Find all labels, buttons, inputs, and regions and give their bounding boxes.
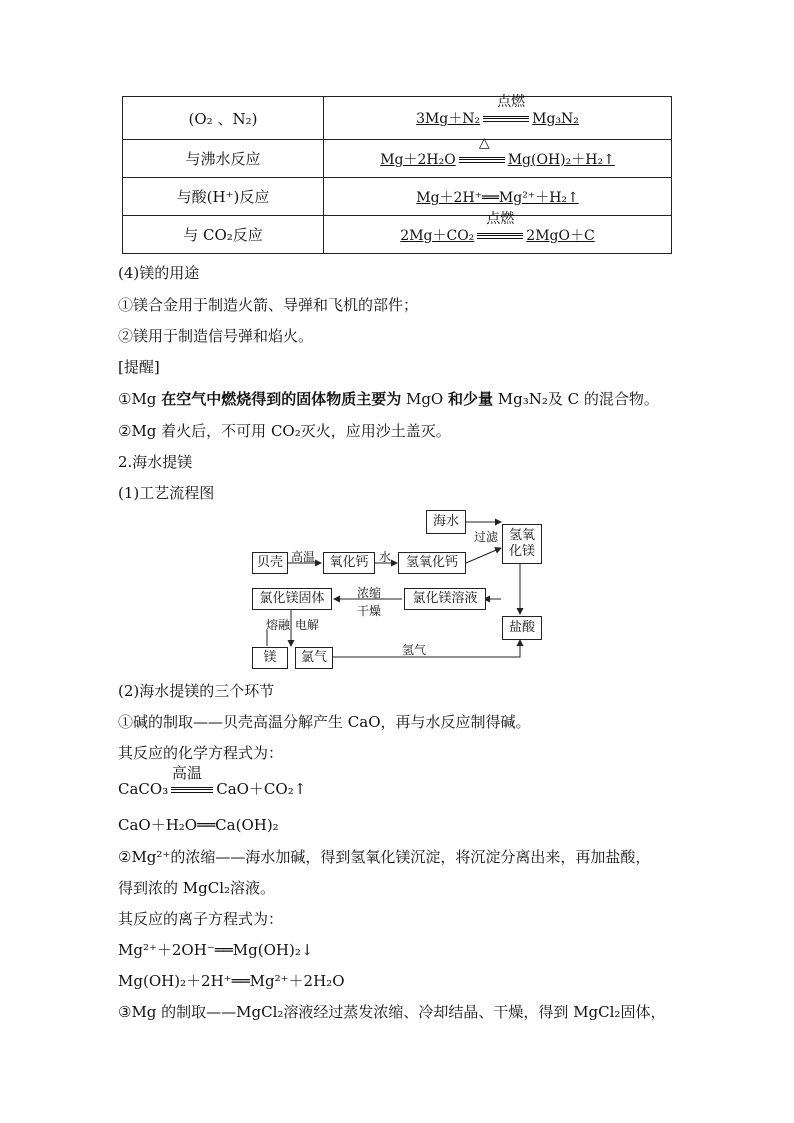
label-lvlv: 过滤 (474, 530, 499, 544)
box-lvhuameiyong: 氯化镁溶液 (404, 588, 486, 610)
label-ganzao: 干燥 (357, 604, 382, 618)
use-item: ①镁合金用于制造火箭、导弹和飞机的部件； (118, 296, 419, 314)
section-title: 2.海水提镁 (118, 453, 193, 471)
use-item: ②镁用于制造信号弹和焰火。 (118, 327, 314, 345)
remind-text: MgO (401, 390, 448, 408)
equation: Mg＋2H⁺══Mg²⁺＋H₂↑ (416, 189, 579, 206)
label-nongsuo: 浓缩 (357, 586, 382, 600)
three-title: (2)海水提镁的三个环节 (118, 682, 275, 700)
step-text: 得到浓的 MgCl₂溶液。 (118, 879, 276, 897)
label-gaowen: 高温 (291, 550, 316, 564)
remind-text: ①Mg (118, 390, 162, 408)
flow-title: (1)工艺流程图 (118, 484, 215, 502)
remind-text-bold: 在空气中燃烧得到的固体物质主要为 (161, 390, 402, 408)
box-qingyanghuamei: 氢氧 化镁 (502, 524, 542, 564)
box-beike: 贝壳 (252, 552, 288, 574)
eq-intro: 其反应的离子方程式为： (118, 910, 284, 928)
equation-products: Mg(OH)₂＋H₂↑ (507, 151, 615, 168)
reaction-condition: 点燃 (486, 210, 515, 227)
reaction-condition: △ (478, 134, 490, 151)
label-rongrong: 熔融 (266, 618, 291, 632)
equation-products: CaO＋CO₂↑ (216, 780, 307, 798)
remind-text-bold: 和少量 (448, 390, 494, 408)
label-dianjie: 电解 (295, 618, 320, 632)
equation-reactants: 3Mg＋N₂ (416, 111, 481, 127)
box-qingyanghuagai: 氢氧化钙 (398, 552, 466, 574)
equation-reactants: 2Mg＋CO₂ (400, 227, 475, 244)
equals-sign (171, 787, 213, 793)
table-cell-label: 与酸(H⁺)反应 (123, 178, 324, 215)
label-shui: 水 (379, 550, 392, 564)
equation: CaO＋H₂O══Ca(OH)₂ (118, 816, 279, 834)
box-lvhuameigu: 氯化镁固体 (252, 588, 332, 610)
equation: Mg(OH)₂＋2H⁺══Mg²⁺＋2H₂O (118, 972, 345, 990)
box-mei: 镁 (252, 647, 288, 669)
table-cell-label: (O₂ 、N₂) (123, 97, 324, 139)
remind-title: [提醒] (118, 358, 160, 376)
uses-title: (4)镁的用途 (118, 264, 200, 282)
box-yansuan: 盐酸 (502, 616, 542, 640)
table-cell-label: 与沸水反应 (123, 140, 324, 177)
equation-products: 2MgO＋C (526, 227, 595, 244)
equation-products: Mg₃N₂ (532, 111, 579, 127)
step-text: ②Mg²⁺的浓缩——海水加碱，得到氢氧化镁沉淀，将沉淀分离出来，再加盐酸， (118, 848, 651, 866)
reaction-condition: 点燃 (497, 94, 526, 110)
remind-item: ②Mg 着火后，不可用 CO₂灭火，应用沙土盖灭。 (118, 422, 451, 440)
equation-reactants: CaCO₃ (118, 780, 169, 798)
step-text: ③Mg 的制取——MgCl₂溶液经过蒸发浓缩、冷却结晶、干燥，得到 MgCl₂固体， (118, 1003, 666, 1021)
reaction-condition: 高温 (172, 764, 203, 782)
step-text: ①碱的制取——贝壳高温分解产生 CaO，再与水反应制得碱。 (118, 713, 531, 731)
remind-text: Mg₃N₂及 C 的混合物。 (493, 390, 659, 408)
box-haishui: 海水 (426, 510, 466, 534)
table-cell-label: 与 CO₂反应 (123, 216, 324, 253)
box-lvqi: 氯气 (295, 647, 333, 669)
equation-reactants: Mg＋2H₂O (380, 151, 456, 168)
label-qingqi: 氢气 (402, 643, 427, 657)
eq-intro: 其反应的化学方程式为： (118, 744, 284, 762)
box-yanghuagai: 氧化钙 (323, 552, 375, 574)
equation-caco3 (118, 764, 307, 799)
equation: Mg²⁺＋2OH⁻══Mg(OH)₂↓ (118, 941, 314, 959)
